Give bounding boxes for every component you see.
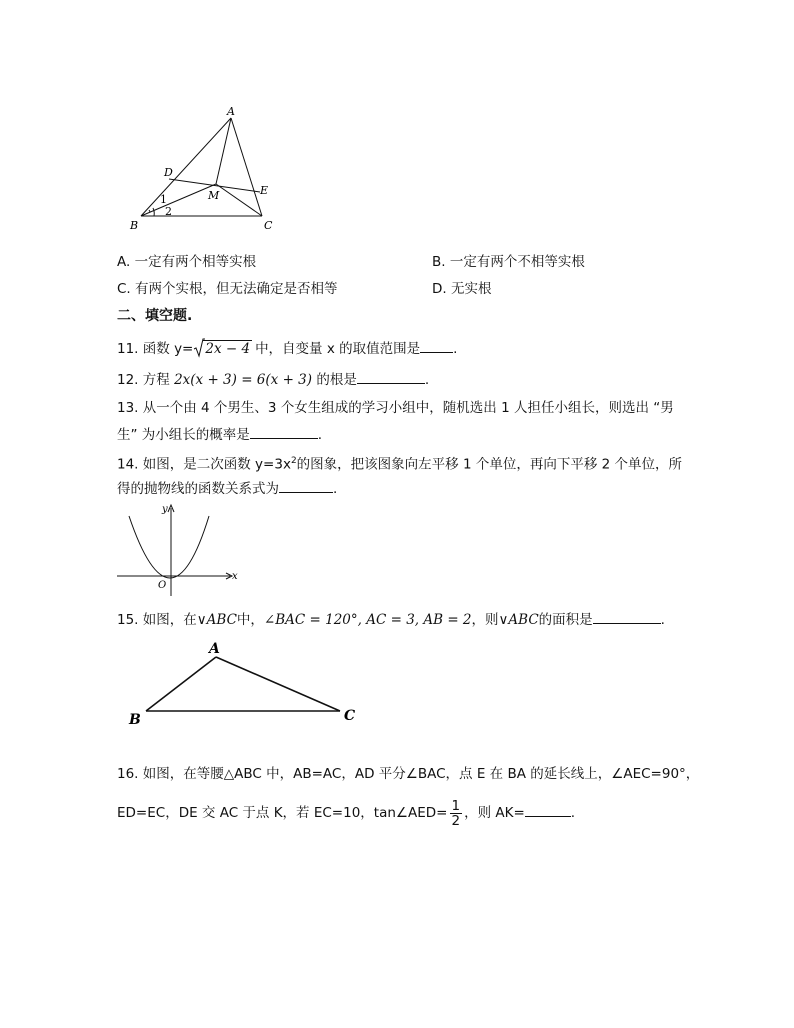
q14-line1-pre: 14. 如图，是二次函数 y=3x — [117, 456, 291, 473]
q11-answer-blank[interactable] — [420, 338, 453, 353]
q16-line2-post: ，则 AK= — [464, 805, 525, 821]
label-b: B — [130, 219, 139, 232]
q11-radical — [193, 339, 252, 359]
option-b: B. 一定有两个不相等实根 — [432, 254, 585, 270]
label-m: M — [208, 189, 220, 202]
q15-mid: 中， — [236, 612, 264, 628]
q11-post: 中，自变量 x 的取值范围是 — [255, 341, 421, 357]
q12-pre: 方程 — [142, 372, 170, 388]
figure-parabola — [114, 500, 244, 598]
q16-fraction-numerator: 1 — [451, 797, 461, 814]
q15-triangle-symbol: ∨ABC — [196, 612, 237, 628]
question-16-line2 — [117, 796, 575, 830]
option-d: D. 无实根 — [432, 281, 492, 297]
figure-triangle-abc — [124, 636, 364, 732]
q11-end: . — [453, 341, 458, 357]
q13-answer-blank[interactable] — [250, 424, 318, 439]
option-a: A. 一定有两个相等实根 — [117, 254, 257, 270]
label-c: C — [344, 708, 356, 724]
q16-answer-blank[interactable] — [525, 802, 571, 817]
q16-end: . — [570, 805, 576, 821]
question-11 — [117, 338, 457, 359]
axis-label-y: y — [162, 504, 168, 515]
q16-fraction-denominator: 2 — [451, 812, 461, 829]
label-b: B — [129, 712, 141, 728]
question-13-line2 — [117, 424, 322, 445]
q16-line2-pre: ED=EC，DE 交 AC 于点 K，若 EC=10，tan∠AED= — [117, 805, 448, 821]
question-15 — [117, 609, 665, 630]
q15-post1: ，则 — [471, 612, 499, 628]
q14-answer-blank[interactable] — [279, 478, 333, 493]
q14-line1-post: 的图象，把该图象向左平移 1 个单位，再向下平移 2 个单位，所 — [296, 456, 683, 473]
q14-superscript: 2 — [290, 456, 297, 466]
label-a: A — [227, 105, 235, 118]
q11-number: 11. — [117, 341, 139, 357]
section-title: 二、填空题. — [117, 308, 193, 324]
axis-label-x: x — [232, 571, 238, 582]
angle-label-1: 1 — [160, 193, 167, 206]
q12-answer-blank[interactable] — [357, 369, 425, 384]
q12-equation: 2x(x + 3) = 6(x + 3) — [174, 372, 313, 388]
option-c: C. 有两个实根，但无法确定是否相等 — [117, 281, 338, 297]
q15-condition: ∠BAC = 120°, AC = 3, AB = 2 — [263, 612, 472, 628]
question-14-line1 — [117, 451, 682, 475]
q12-number: 12. — [117, 372, 139, 388]
label-e: E — [260, 184, 269, 197]
q15-triangle-symbol-2: ∨ABC — [498, 612, 539, 628]
label-c: C — [264, 219, 273, 232]
q15-number: 15. — [117, 612, 139, 628]
q15-answer-blank[interactable] — [593, 609, 661, 624]
question-16-line1: 16. 如图，在等腰△ABC 中，AB=AC，AD 平分∠BAC，点 E 在 BA 的延长线上，∠AEC=90°， — [117, 766, 700, 782]
q12-end: . — [424, 372, 430, 388]
label-d: D — [164, 166, 173, 179]
q15-pre: 如图，在 — [142, 612, 197, 628]
label-a: A — [209, 641, 220, 657]
origin-label: O — [158, 580, 167, 591]
q11-pre: 函数 y= — [142, 341, 194, 357]
question-13-line1: 13. 从一个由 4 个男生、3 个女生组成的学习小组中，随机选出 1 人担任小组长，则选出 “男 — [117, 400, 674, 416]
q13-end: . — [317, 427, 323, 443]
question-12 — [117, 369, 429, 390]
q14-line2-text: 得的抛物线的函数关系式为 — [117, 481, 279, 497]
q11-radicand: 2x − 4 — [205, 341, 251, 357]
q15-end: . — [660, 612, 665, 628]
q12-post: 的根是 — [316, 372, 357, 388]
question-14-line2 — [117, 478, 337, 499]
angle-label-2: 2 — [165, 205, 172, 218]
q15-post2: 的面积是 — [538, 612, 593, 628]
q14-end: . — [333, 481, 338, 497]
q16-fraction — [450, 799, 463, 828]
q13-line2-text: 生” 为小组长的概率是 — [117, 427, 250, 443]
figure-triangle-abc-m — [120, 100, 290, 240]
